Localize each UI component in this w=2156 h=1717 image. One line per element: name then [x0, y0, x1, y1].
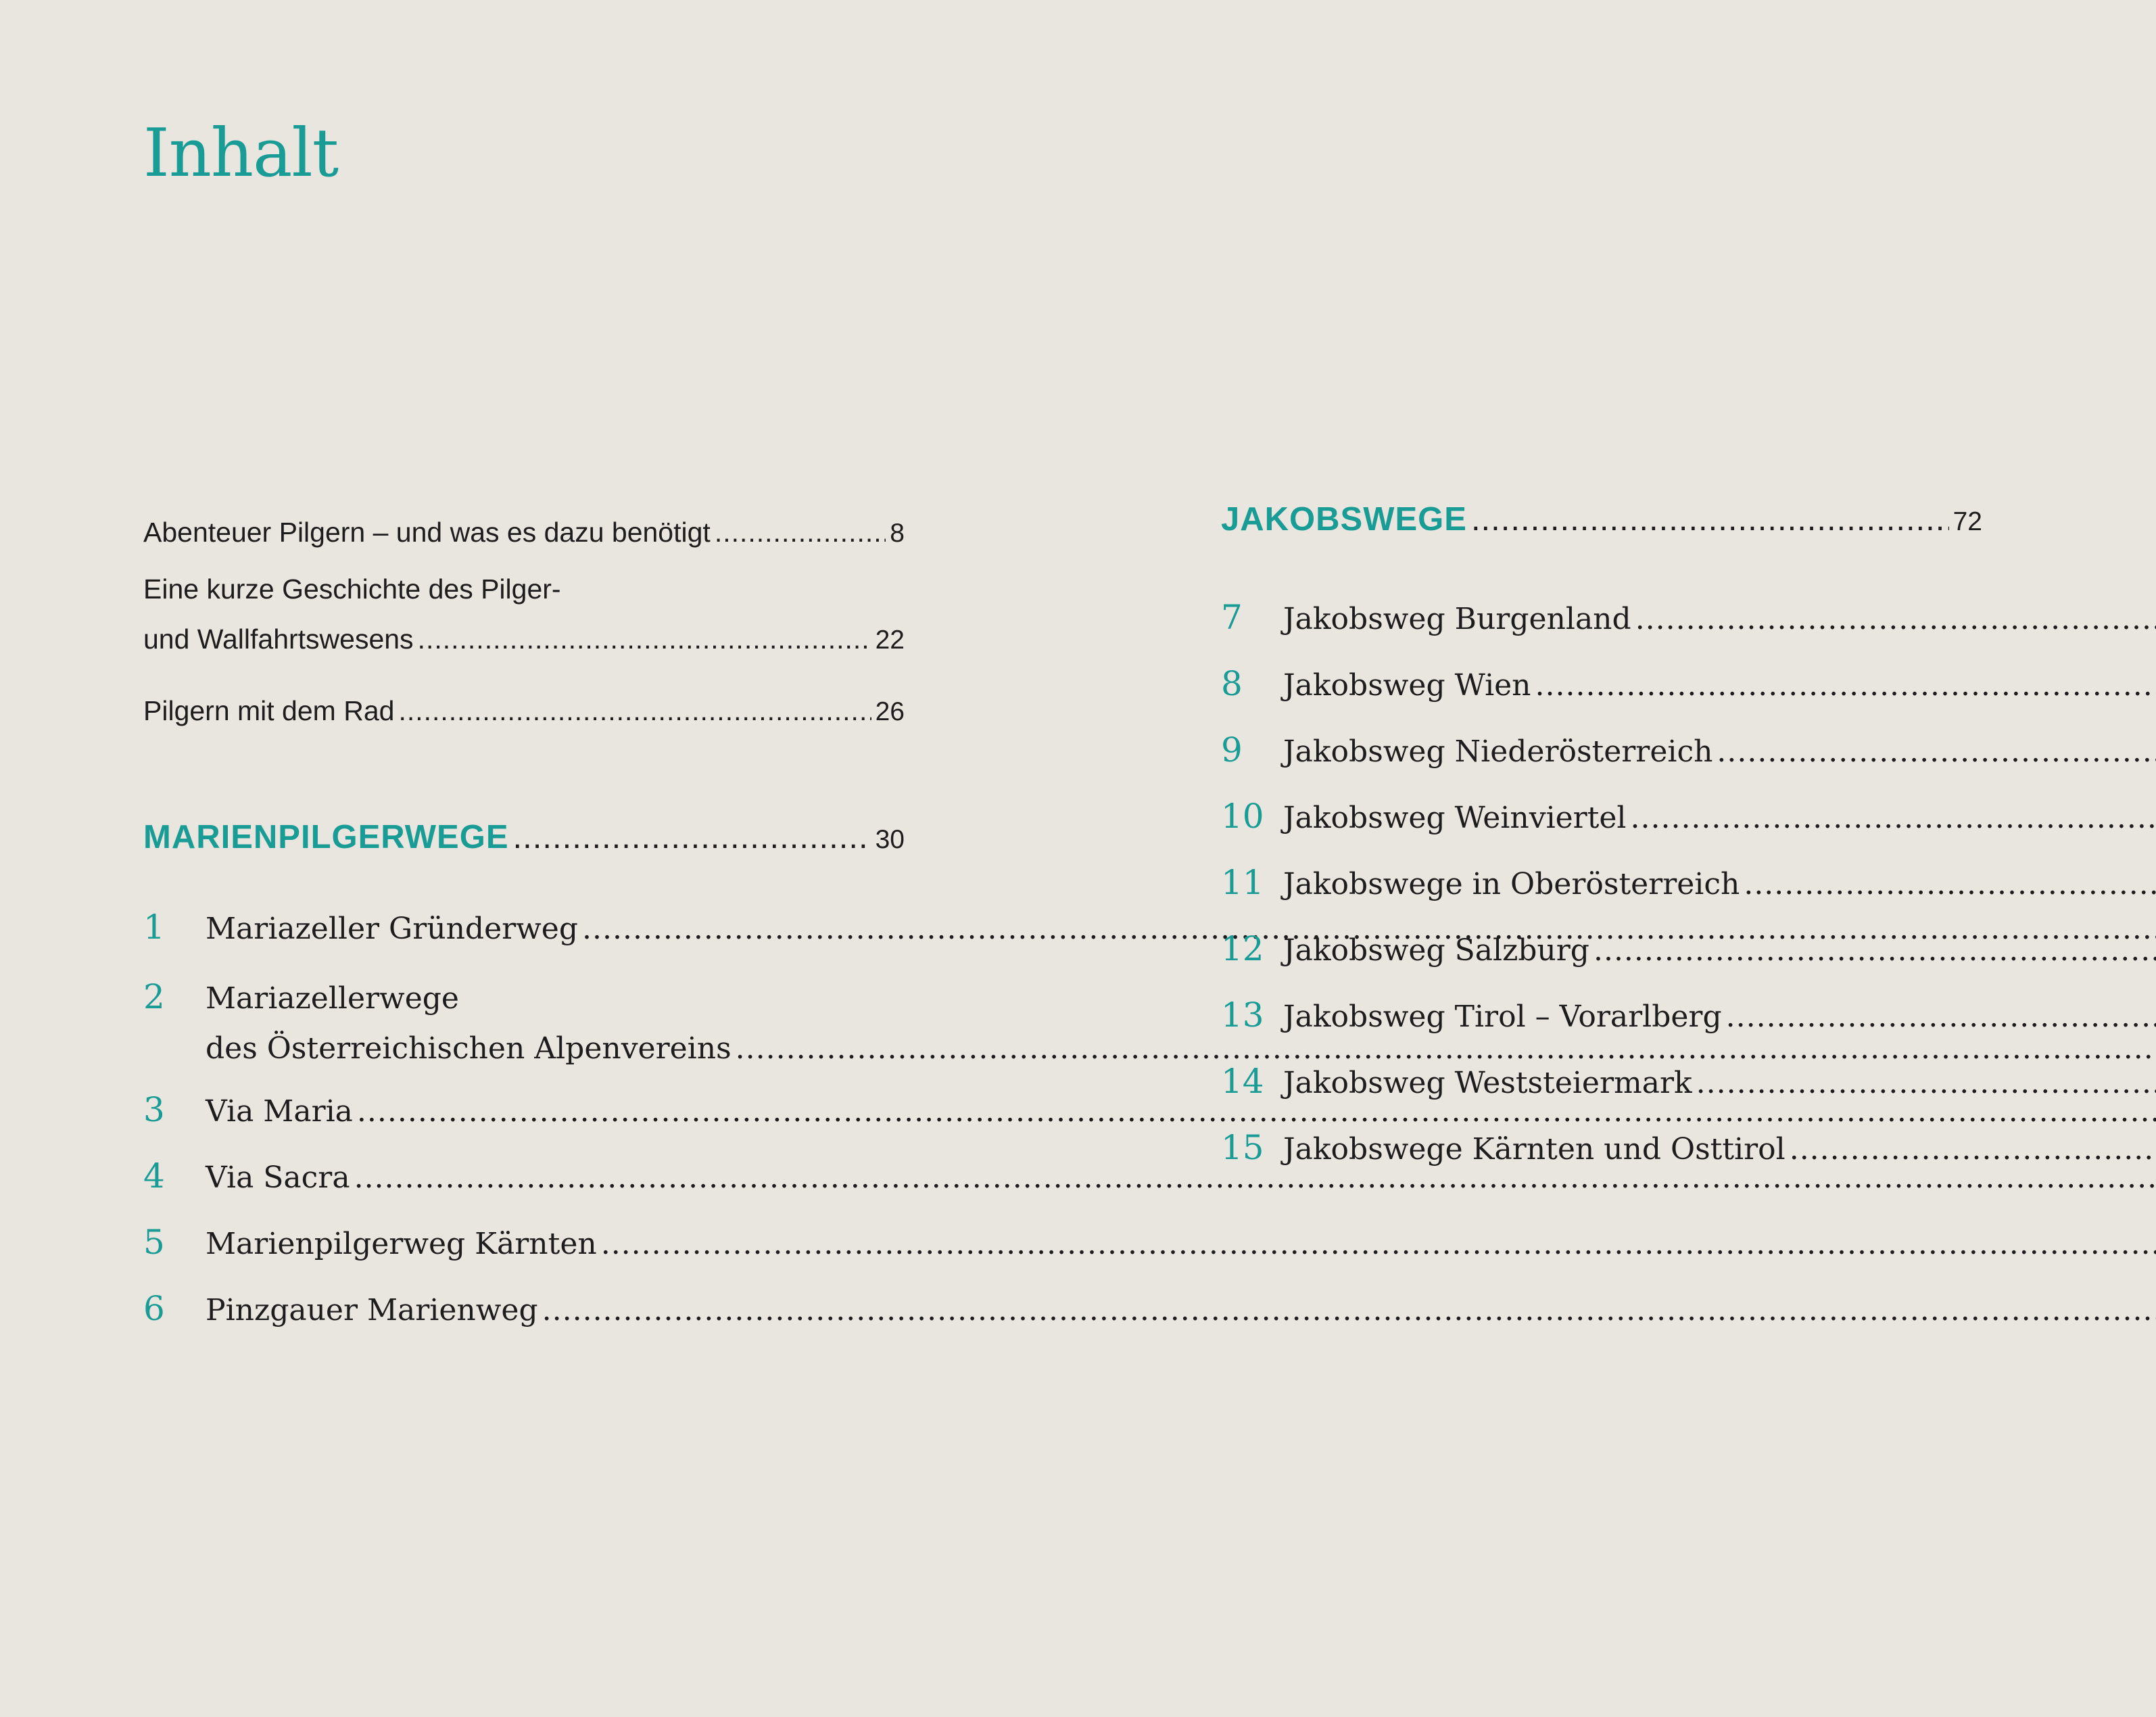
toc-route-10[interactable] — [1221, 797, 1982, 863]
toc-entry-intro-1[interactable] — [143, 500, 905, 564]
route-label: Jakobsweg Tirol – Vorarlberg — [1283, 999, 1722, 1034]
toc-entry-page: 22 — [875, 626, 905, 655]
toc-route-5[interactable] — [143, 1223, 905, 1289]
section-heading-label: MARIENPILGERWEGE — [143, 819, 509, 855]
dot-leader — [1717, 734, 2156, 769]
toc-route-7[interactable] — [1221, 598, 1982, 664]
route-label: Via Maria — [206, 1094, 353, 1129]
route-number: 10 — [1221, 797, 1264, 836]
route-number: 13 — [1221, 995, 1264, 1035]
route-number: 12 — [1221, 929, 1264, 968]
toc-route-3[interactable] — [143, 1090, 905, 1156]
route-number: 8 — [1221, 664, 1243, 703]
route-number: 5 — [143, 1223, 165, 1262]
toc-route-8[interactable] — [1221, 664, 1982, 730]
route-number: 7 — [1221, 598, 1243, 637]
dot-leader — [1631, 801, 2156, 835]
route-label: Jakobswege in Oberösterreich — [1283, 867, 1740, 901]
section-heading-page: 30 — [875, 825, 905, 854]
toc-route-14[interactable] — [1221, 1062, 1982, 1128]
toc-route-15[interactable] — [1221, 1128, 1982, 1194]
section-heading-label: JAKOBSWEGE — [1221, 501, 1467, 538]
toc-route-11[interactable] — [1221, 863, 1982, 929]
dot-leader — [1790, 1132, 2156, 1167]
toc-route-4[interactable] — [143, 1156, 905, 1223]
toc-entry-label: Pilgern mit dem Rad — [143, 695, 395, 726]
route-number: 3 — [143, 1090, 165, 1129]
route-label: Jakobsweg Weststeiermark — [1283, 1066, 1692, 1100]
route-number: 2 — [143, 977, 165, 1016]
dot-leader — [1726, 999, 2156, 1034]
dot-leader — [1471, 500, 1949, 538]
dot-leader — [418, 614, 871, 664]
route-label: Mariazeller Gründerweg — [206, 912, 579, 946]
route-label: Jakobsweg Salzburg — [1283, 933, 1589, 968]
route-label: Jakobsweg Niederösterreich — [1283, 734, 1713, 769]
toc-right-column — [1221, 500, 1982, 1194]
toc-route-13[interactable] — [1221, 995, 1982, 1062]
dot-leader — [715, 500, 886, 564]
dot-leader — [1594, 933, 2156, 968]
toc-entry-label-line2: und Wallfahrtswesens — [143, 624, 414, 655]
route-label-line2: des Österreichischen Alpenvereins — [206, 1031, 732, 1066]
route-label: Pinzgauer Marienweg — [206, 1293, 538, 1327]
section-heading-jakobswege[interactable] — [1221, 500, 1982, 568]
toc-route-2[interactable] — [143, 974, 905, 1090]
toc-entry-label: Abenteuer Pilgern – und was es dazu benötigt — [143, 517, 711, 548]
dot-leader — [601, 1227, 2156, 1261]
toc-route-6[interactable] — [143, 1289, 905, 1355]
dot-leader — [1696, 1066, 2156, 1100]
dot-leader — [513, 818, 871, 856]
dot-leader — [1635, 602, 2156, 636]
toc-entry-page: 26 — [875, 697, 905, 726]
route-label: Jakobsweg Wien — [1283, 668, 1531, 703]
page-title: Inhalt — [143, 115, 339, 192]
route-number: 9 — [1221, 730, 1243, 770]
route-label: Marienpilgerweg Kärnten — [206, 1227, 597, 1261]
route-number: 4 — [143, 1156, 165, 1196]
toc-entry-intro-2[interactable] — [143, 564, 905, 679]
dot-leader — [1744, 867, 2156, 901]
section-heading-page: 72 — [1953, 507, 1982, 536]
route-label-line1: Mariazellerwege — [206, 981, 459, 1016]
toc-entry-intro-3[interactable] — [143, 679, 905, 743]
toc-route-9[interactable] — [1221, 730, 1982, 797]
toc-entry-page: 8 — [890, 519, 905, 548]
toc-route-12[interactable] — [1221, 929, 1982, 995]
toc-left-column — [143, 500, 905, 1355]
route-number: 1 — [143, 908, 165, 947]
route-number: 6 — [143, 1289, 165, 1328]
toc-entry-label-line1: Eine kurze Geschichte des Pilger- — [143, 573, 561, 605]
route-label: Via Sacra — [206, 1160, 350, 1195]
dot-leader — [542, 1293, 2156, 1327]
dot-leader — [398, 679, 871, 743]
dot-leader — [1535, 668, 2156, 703]
toc-route-1[interactable] — [143, 908, 905, 974]
route-label: Jakobswege Kärnten und Osttirol — [1283, 1132, 1786, 1167]
route-number: 15 — [1221, 1128, 1264, 1167]
route-label: Jakobsweg Burgenland — [1283, 602, 1631, 636]
route-label: Jakobsweg Weinviertel — [1283, 801, 1627, 835]
section-heading-marienpilgerwege[interactable] — [143, 818, 905, 886]
route-number: 11 — [1221, 863, 1264, 902]
route-number: 14 — [1221, 1062, 1264, 1101]
